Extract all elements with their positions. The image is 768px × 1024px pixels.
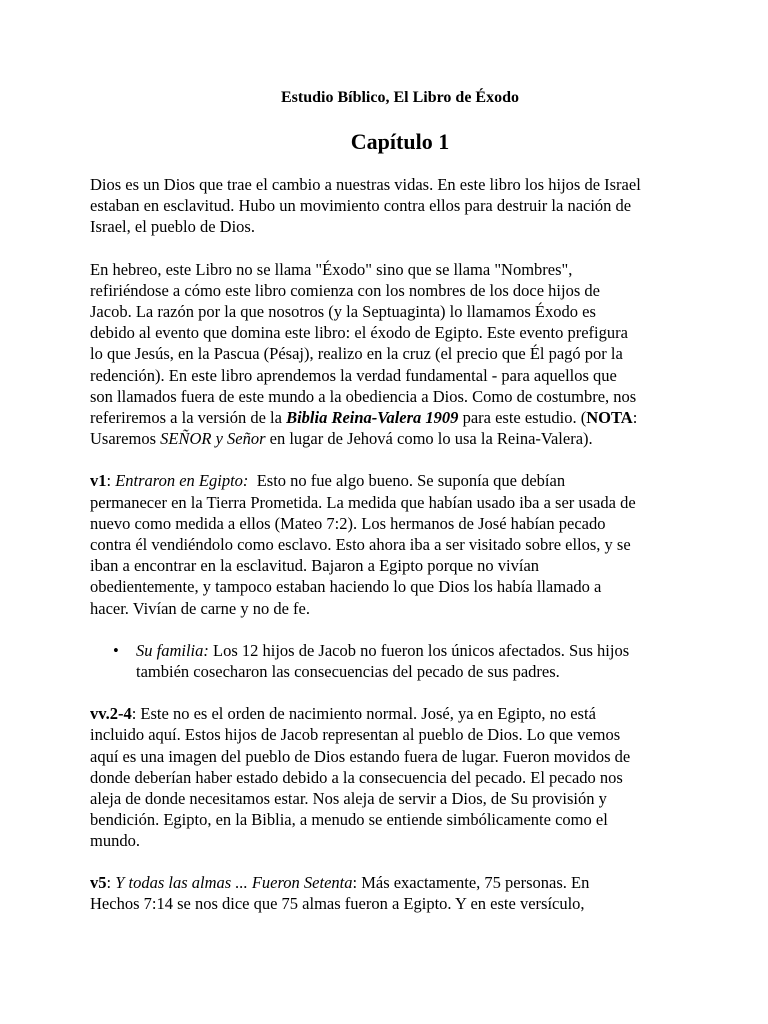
verse-reference: vv.2-4 xyxy=(90,704,132,724)
text-line: contra él vendiéndolo como esclavo. Esto ahora iba a ser visitado sobre ellos, y se xyxy=(90,535,631,555)
text-line: En hebreo, este Libro no se llama "Éxodo" sino que se llama "Nombres", xyxy=(90,259,573,279)
text-run: referiremos a la versión de la xyxy=(90,408,287,428)
verse-quote: Entraron en Egipto: xyxy=(115,471,249,491)
text-run: : xyxy=(106,872,116,892)
text-line: aquí es una imagen del pueblo de Dios estando fuera de lugar. Fueron movidos de xyxy=(90,746,631,766)
text-line xyxy=(136,640,690,661)
text-line xyxy=(90,703,690,724)
verse-1-paragraph xyxy=(90,470,690,618)
text-line: Israel, el pueblo de Dios. xyxy=(90,217,255,237)
intro-paragraph xyxy=(90,174,690,238)
text-line: hacer. Vivían de carne y no de fe. xyxy=(90,598,310,618)
text-line xyxy=(90,872,690,893)
verse-5-paragraph xyxy=(90,872,690,914)
text-line: incluido aquí. Estos hijos de Jacob representan al pueblo de Dios. Lo que vemos xyxy=(90,725,621,745)
list-item xyxy=(90,640,690,682)
text-line: estaban en esclavitud. Hubo un movimiento contra ellos para destruir la nación de xyxy=(90,196,632,216)
bullet-heading: Su familia: xyxy=(136,640,209,660)
text-run: : Más exactamente, 75 personas. En xyxy=(352,872,590,892)
verses-2-4-paragraph xyxy=(90,703,690,851)
text-line: obedientemente, y tampoco estaban haciendo lo que Dios los había llamado a xyxy=(90,577,602,597)
bullet-icon: • xyxy=(113,640,119,660)
text-line xyxy=(90,428,690,449)
text-line: Hechos 7:14 se nos dice que 75 almas fueron a Egipto. Y en este versículo, xyxy=(90,893,585,913)
text-line: iban a encontrar en la esclavitud. Bajaron a Egipto porque no vivían xyxy=(90,556,540,576)
text-run: en lugar de Jehová como lo usa la Reina-Valera). xyxy=(265,429,593,449)
text-run: : xyxy=(632,408,638,428)
note-label: NOTA xyxy=(586,408,633,428)
text-run: : Este no es el orden de nacimiento normal. José, ya en Egipto, no está xyxy=(131,704,596,724)
text-line: son llamados fuera de este mundo a la obediencia a Dios. Como de costumbre, nos xyxy=(90,386,637,406)
text-line: donde deberían haber estado debido a la consecuencia del pecado. El pecado nos xyxy=(90,767,623,787)
text-line: refiriéndose a cómo este libro comienza con los nombres de los doce hijos de xyxy=(90,280,600,300)
text-line: permanecer en la Tierra Prometida. La medida que habían usado iba a ser usada de xyxy=(90,492,636,512)
text-line: también cosecharon las consecuencias del pecado de sus padres. xyxy=(136,662,560,682)
text-run: Esto no fue algo bueno. Se suponía que debían xyxy=(248,471,566,491)
lord-term: SEÑOR y Señor xyxy=(160,429,266,449)
text-run: para este estudio. ( xyxy=(458,408,587,428)
verse-reference: v1 xyxy=(90,471,107,491)
bible-version-name: Biblia Reina-Valera 1909 xyxy=(286,408,459,428)
hebrew-name-paragraph xyxy=(90,259,690,450)
text-line: lo que Jesús, en la Pascua (Pésaj), realizo en la cruz (el precio que Él pagó por la xyxy=(90,344,623,364)
text-line: mundo. xyxy=(90,831,140,851)
verse-reference: v5 xyxy=(90,872,107,892)
text-line: Dios es un Dios que trae el cambio a nuestras vidas. En este libro los hijos de Israel xyxy=(90,175,641,194)
text-run: Usaremos xyxy=(90,429,161,449)
bullet-list xyxy=(90,640,690,682)
text-line: redención). En este libro aprendemos la verdad fundamental - para aquellos que xyxy=(90,365,617,385)
verse-quote: Y todas las almas ... Fueron Setenta xyxy=(115,872,353,892)
text-line: aleja de donde necesitamos estar. Nos aleja de servir a Dios, de Su provisión y xyxy=(90,789,607,809)
text-line: bendición. Egipto, en la Biblia, a menudo se entiende simbólicamente como el xyxy=(90,810,608,830)
text-line: Jacob. La razón por la que nosotros (y la Septuaginta) lo llamamos Éxodo es xyxy=(90,302,596,322)
text-line: debido al evento que domina este libro: el éxodo de Egipto. Este evento prefigura xyxy=(90,323,628,343)
text-line xyxy=(90,470,690,491)
text-run: : xyxy=(106,471,116,491)
document-title: Estudio Bíblico, El Libro de Éxodo xyxy=(281,89,519,106)
text-run: Los 12 hijos de Jacob no fueron los únicos afectados. Sus hijos xyxy=(208,640,630,660)
text-line xyxy=(90,407,690,428)
text-line: nuevo como medida a ellos (Mateo 7:2). Los hermanos de José habían pecado xyxy=(90,513,606,533)
chapter-title: Capítulo 1 xyxy=(350,129,450,154)
document-page xyxy=(90,88,690,914)
